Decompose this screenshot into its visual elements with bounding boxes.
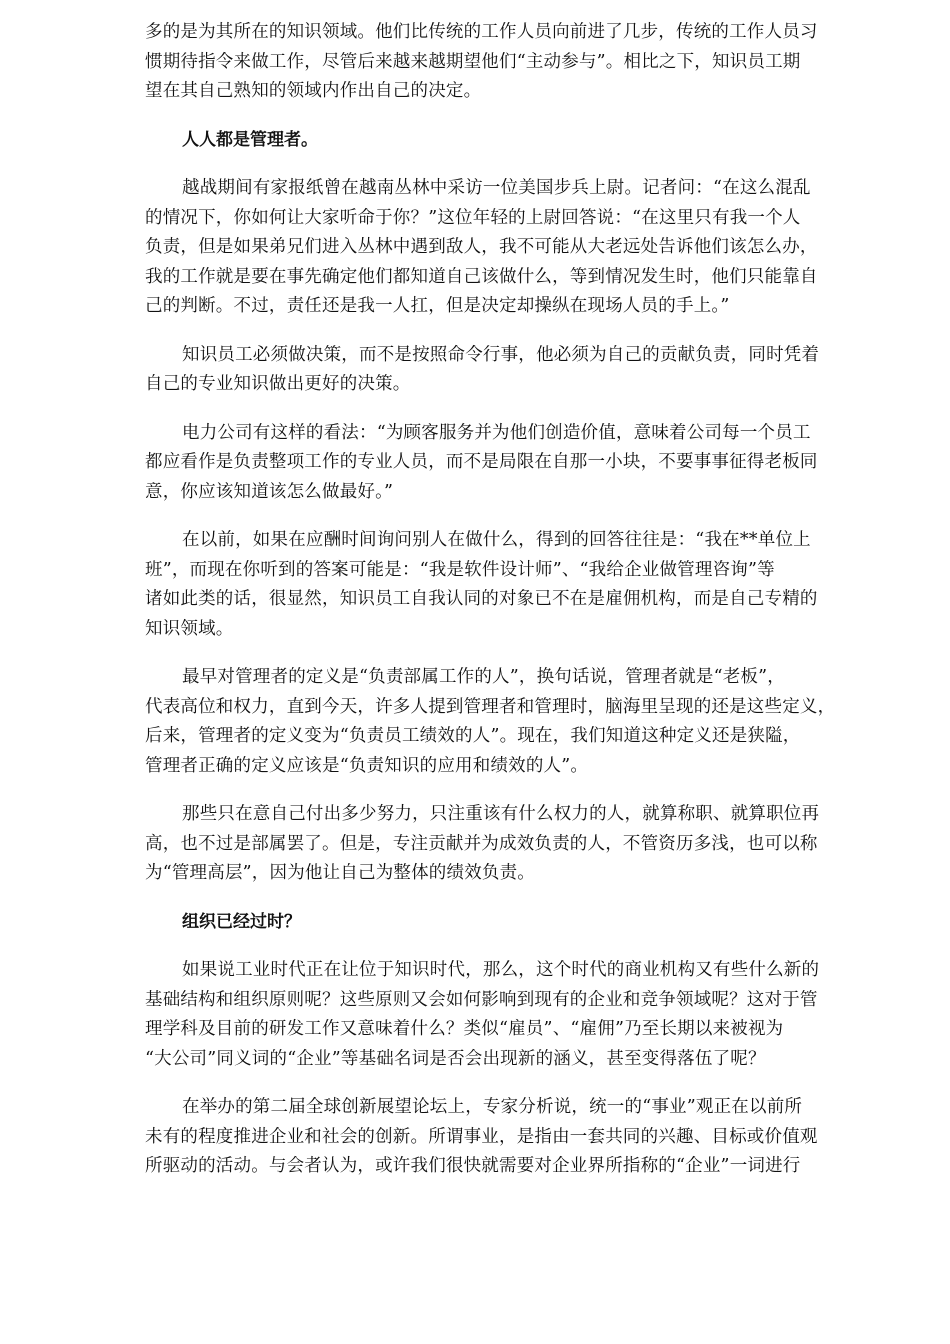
text-line: 在以前，如果在应酬时间询问别人在做什么，得到的回答往往是：“我在**单位上: [182, 530, 811, 550]
text-line: 电力公司有这样的看法：“为顾客服务并为他们创造价值，意味着公司每一个员工: [182, 422, 811, 443]
text-line: 班”，而现在你听到的答案可能是：“我是软件设计师”、“我给企业做管理咨询”等: [145, 559, 775, 580]
section-heading: 人人都是管理者。: [182, 129, 318, 150]
text-line: 所驱动的活动。与会者认为，或许我们很快就需要对企业界所指称的“企业”一词进行: [145, 1156, 801, 1176]
text-line: 理学科及目前的研发工作又意味着什么？类似“雇员”、“雇佣”乃至长期以来被视为: [145, 1019, 784, 1039]
text-line: 己的判断。不过，责任还是我一人扛，但是决定却操纵在现场人员的手上。”: [145, 296, 730, 316]
text-line: 后来，管理者的定义变为“负责员工绩效的人”。现在，我们知道这种定义还是狭隘，: [145, 726, 801, 746]
text-line: 意，你应该知道该怎么做最好。”: [145, 481, 394, 502]
text-line: 为“管理高层”，因为他让自己为整体的绩效负责。: [145, 863, 535, 883]
text-line: 的情况下，你如何让大家听命于你？”这位年轻的上尉回答说：“在这里只有我一个人: [145, 207, 801, 228]
text-line: 多的是为其所在的知识领域。他们比传统的工作人员向前进了几步，传统的工作人员习: [145, 22, 818, 42]
text-line: 未有的程度推进企业和社会的创新。所谓事业，是指由一套共同的兴趣、目标或价值观: [145, 1126, 818, 1147]
text-line: 代表高位和权力，直到今天，许多人提到管理者和管理时，脑海里呈现的还是这些定义，: [145, 696, 836, 717]
text-line: 都应看作是负责整项工作的专业人员，而不是局限在自那一小块，不要事事征得老板同: [145, 452, 818, 472]
paragraph: [145, 341, 880, 400]
paragraph: [145, 663, 880, 781]
section-heading: 组织已经过时？: [182, 911, 301, 932]
paragraph: [145, 800, 880, 889]
paragraph: [145, 526, 880, 644]
text-line: 诸如此类的话，很显然，知识员工自我认同的对象已不在是雇佣机构，而是自己专精的: [145, 589, 818, 609]
text-line: 那些只在意自己付出多少努力，只注重该有什么权力的人，就算称职、就算职位再: [182, 804, 820, 824]
text-line: 越战期间有家报纸曾在越南丛林中采访一位美国步兵上尉。记者问：“在这么混乱: [182, 178, 811, 198]
text-line: 负责，但是如果弟兄们进入丛林中遇到敌人，我不可能从大老远处告诉他们该怎么办，: [145, 237, 818, 257]
paragraph: [145, 1093, 880, 1182]
text-line: 高，也不过是部属罢了。但是，专注贡献并为成效负责的人，不管资历多浅，也可以称: [145, 833, 818, 854]
paragraph: [145, 419, 880, 508]
text-line: 管理者正确的定义应该是“负责知识的应用和绩效的人”。: [145, 755, 589, 776]
text-line: 惯期待指令来做工作，尽管后来越来越期望他们“主动参与”。相比之下，知识员工期: [145, 51, 801, 72]
paragraph: [145, 956, 880, 1074]
text-line: 知识领域。: [145, 618, 234, 639]
text-line: 在举办的第二届全球创新展望论坛上，专家分析说，统一的“事业”观正在以前所: [182, 1097, 803, 1117]
paragraph: [145, 174, 880, 322]
text-line: “大公司”同义词的“企业”等基础名词是否会出现新的涵义，甚至变得落伍了呢？: [145, 1048, 766, 1069]
text-line: 自己的专业知识做出更好的决策。: [145, 374, 411, 394]
text-line: 我的工作就是要在事先确定他们都知道自己该做什么，等到情况发生时，他们只能靠自: [145, 266, 818, 287]
text-line: 最早对管理者的定义是“负责部属工作的人”，换句话说，管理者就是“老板”，: [182, 667, 785, 687]
text-line: 望在其自己熟知的领域内作出自己的决定。: [145, 81, 482, 101]
text-line: 基础结构和组织原则呢？这些原则又会如何影响到现有的企业和竞争领域呢？这对于管: [145, 989, 818, 1010]
text-line: 知识员工必须做决策，而不是按照命令行事，他必须为自己的贡献负责，同时凭着: [182, 344, 820, 365]
document-body: [145, 18, 880, 1201]
text-line: 如果说工业时代正在让位于知识时代，那么，这个时代的商业机构又有些什么新的: [182, 960, 820, 980]
paragraph: [145, 18, 880, 107]
